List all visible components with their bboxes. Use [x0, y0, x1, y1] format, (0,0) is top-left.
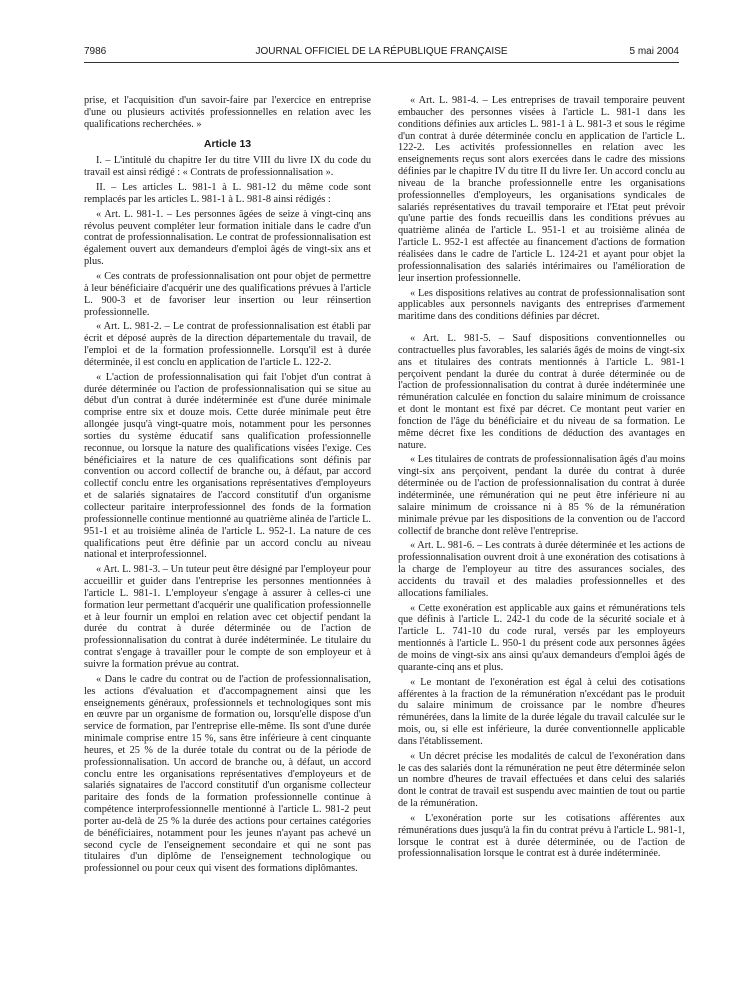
paragraph: « Ces contrats de professionnalisation ont pour objet de permettre à leur bénéficiaire d'acquérir une des qualifications prévues à l'article L. 900-3 et de favoriser leur insertion ou leur réinsertion professionnelle. [84, 270, 371, 318]
paragraph: « Art. L. 981-6. – Les contrats à durée déterminée et les actions de professionnalisation ouvrent droit à une exonération des cotisations à la charge de l'employeur au titre des assurances sociales, des accidents du travail et des maladies professionnelles et des allocations familiales. [398, 540, 685, 599]
paragraph: I. – L'intitulé du chapitre Ier du titre VIII du livre IX du code du travail est ainsi rédigé : « Contrats de professionnalisation ». [84, 155, 371, 179]
page-number: 7986 [84, 46, 107, 57]
paragraph: prise, et l'acquisition d'un savoir-faire par l'exercice en entreprise d'une ou plusieurs activités professionnelles en relation avec les qualifications recherchées. » [84, 95, 371, 130]
paragraph: « Le montant de l'exonération est égal à celui des cotisations afférentes à la fraction de la rémunération n'excédant pas le produit du salaire minimum de croissance par le nombre d'heures rémunérées, dans la limite de la durée légale du travail calculée sur le mois, ou, si elle est inférieure, la durée conventionnelle applicable dans l'établissement. [398, 676, 685, 747]
paragraph: « L'action de professionnalisation qui fait l'objet d'un contrat à durée déterminée ou l'action de professionnalisation qui se situe au début d'un contrat à durée indéterminée est d'une durée minimale comprise entre six et douze mois. Cette durée minimale peut être allongée jusqu'à vingt-quatre mois, notamment pour les personnes sorties du système éducatif sans qualification professionnelle reconnue, ou lorsque la nature des qualifications visées l'exige. Ces bénéficiaires et la nature de ces qualifications sont définis par convention ou accord collectif de branche ou, à défaut, par accord collectif conclu entre les organisations représentatives d'employeurs et de salariés signataires de l'accord constitutif d'un organisme collecteur paritaire interprofessionnel des fonds de la formation professionnelle continue mentionné au quatrième alinéa de l'article L. 951-1 et au troisième alinéa de l'article L. 952-1. La nature de ces qualifications peut être définie par un accord conclu au niveau national et interprofessionnel. [84, 371, 371, 561]
paragraph: II. – Les articles L. 981-1 à L. 981-12 du même code sont remplacés par les articles L. 981-1 à L. 981-8 ainsi rédigés : [84, 182, 371, 205]
paragraph: « Cette exonération est applicable aux gains et rémunérations tels que définis à l'article L. 242-1 du code de la sécurité sociale et à l'article L. 741-10 du code rural, versés par les employeurs mentionnés à l'article L. 950-1 du présent code aux personnes âgées de moins de vingt-six ans ainsi qu'aux demandeurs d'emploi âgés de quarante-cinq ans et plus. [398, 602, 685, 673]
paragraph: « Les titulaires de contrats de professionnalisation âgés d'au moins vingt-six ans perçoivent, pendant la durée du contrat à durée déterminée ou de l'action de professionnalisation du contrat à durée indéterminée, une rémunération qui ne peut être inférieure ni au salaire minimum de croissance ni à 85 % de la rémunération minimale prévue par les dispositions de la convention ou de l'accord collectif de branche dont relève l'entreprise. [398, 454, 685, 537]
paragraph: « Art. L. 981-5. – Sauf dispositions conventionnelles ou contractuelles plus favorables, les salariés âgés de moins de vingt-six ans et titulaires des contrats mentionnés à l'article L. 981-1 perçoivent pendant la durée du contrat à durée déterminée ou de l'action de professionnalisation du contrat à durée indéterminée une rémunération calculée en fonction du salaire minimum de croissance et dont le montant est fixé par décret. Ce montant peut varier en fonction de l'âge du bénéficiaire et du niveau de sa formation. Le même décret fixe les conditions de déduction des avantages en nature. [398, 333, 685, 451]
paragraph: « Art. L. 981-4. – Les entreprises de travail temporaire peuvent embaucher des personnes visées à l'article L. 981-1 dans les conditions définies aux articles L. 981-1 à L. 981-3 et sous le régime d'un contrat à durée déterminée conclu en application de l'article L. 122-2. Les activités professionnelles en relation avec les enseignements reçus sont alors exercées dans le cadre des missions définies par le chapitre IV du titre II du livre Ier. Un accord conclu au niveau de la branche professionnelle entre les organisations professionnelles d'employeurs, les organisations syndicales de salariés représentatives du travail temporaire et l'Etat peut prévoir qu'une partie des fonds recueillis dans les conditions prévues au quatrième alinéa de l'article L. 951-1 et au troisième alinéa de l'article L. 952-1 est affectée au financement d'actions de formation réalisées dans le cadre de l'article L. 124-21 et ayant pour objet la professionnalisation des salariés intérimaires ou l'amélioration de leur insertion professionnelle. [398, 95, 685, 284]
paragraph: « Art. L. 981-3. – Un tuteur peut être désigné par l'employeur pour accueillir et guider dans l'entreprise les personnes mentionnées à l'article L. 981-1. L'employeur s'engage à assurer à celles-ci une formation leur permettant d'acquérir une qualification professionnelle et à leur fournir un emploi en relation avec cet objectif pendant la durée du contrat à durée déterminée ou de l'action de professionnalisation du contrat à durée indéterminée. Le titulaire du contrat s'engage à travailler pour le compte de son employeur et à suivre la formation prévue au contrat. [84, 564, 371, 670]
journal-title: JOURNAL OFFICIEL DE LA RÉPUBLIQUE FRANÇAISE [255, 46, 508, 57]
paragraph: « Art. L. 981-1. – Les personnes âgées de seize à vingt-cinq ans révolus peuvent compléter leur formation initiale dans le cadre d'un contrat de professionnalisation. Le contrat de professionnalisation est également ouvert aux demandeurs d'emploi âgés de vingt-six ans et plus. [84, 208, 371, 268]
right-column [398, 95, 685, 975]
paragraph: « Un décret précise les modalités de calcul de l'exonération dans le cas des salariés dont la rémunération ne peut être déterminée selon un nombre d'heures de travail effectuées et dans celui des salariés dont le contrat de travail est suspendu avec maintien de tout ou partie de la rémunération. [398, 750, 685, 810]
page-header [84, 46, 679, 60]
issue-date: 5 mai 2004 [629, 46, 679, 57]
paragraph: « Les dispositions relatives au contrat de professionnalisation sont applicables aux personnels navigants des entreprises d'armement maritime dans des conditions définies par décret. [398, 287, 685, 323]
paragraph: « Dans le cadre du contrat ou de l'action de professionnalisation, les actions d'évaluation et d'accompagnement ainsi que les enseignements généraux, professionnels et technologiques sont mis en œuvre par un organisme de formation ou, lorsqu'elle dispose d'un service de formation, par l'entreprise elle-même. Ils sont d'une durée minimale comprise entre 15 %, sans être inférieure à cent cinquante heures, et 25 % de la durée totale du contrat ou de la période de professionnalisation. Un accord de branche ou, à défaut, un accord conclu entre les organisations représentatives d'employeurs et de salariés signataires de l'accord constitutif d'un organisme collecteur paritaire des fonds de la formation professionnelle continue à compétence interprofessionnelle mentionné à l'article L. 981-2 peut porter au-delà de 25 % la durée des actions pour certaines catégories de bénéficiaires, notamment pour les jeunes n'ayant pas achevé un second cycle de l'enseignement secondaire et qui ne sont pas titulaires d'un diplôme de l'enseignement technologique ou professionnel ou pour ceux qui visent des formations diplômantes. [84, 673, 371, 875]
article-heading: Article 13 [203, 137, 252, 150]
paragraph: « L'exonération porte sur les cotisations afférentes aux rémunérations dues jusqu'à la fin du contrat prévu à l'article L. 981-1, lorsque le contrat est à durée déterminée, ou de l'action de professionnalisation lorsque le contrat est à durée indéterminée. [398, 812, 685, 860]
paragraph: « Art. L. 981-2. – Le contrat de professionnalisation est établi par écrit et déposé auprès de la direction départementale du travail, de l'emploi et de la formation professionnelle. Lorsqu'il est à durée déterminée, il est conclu en application de l'article L. 122-2. [84, 321, 371, 368]
left-column [84, 95, 371, 895]
header-rule [84, 62, 679, 63]
